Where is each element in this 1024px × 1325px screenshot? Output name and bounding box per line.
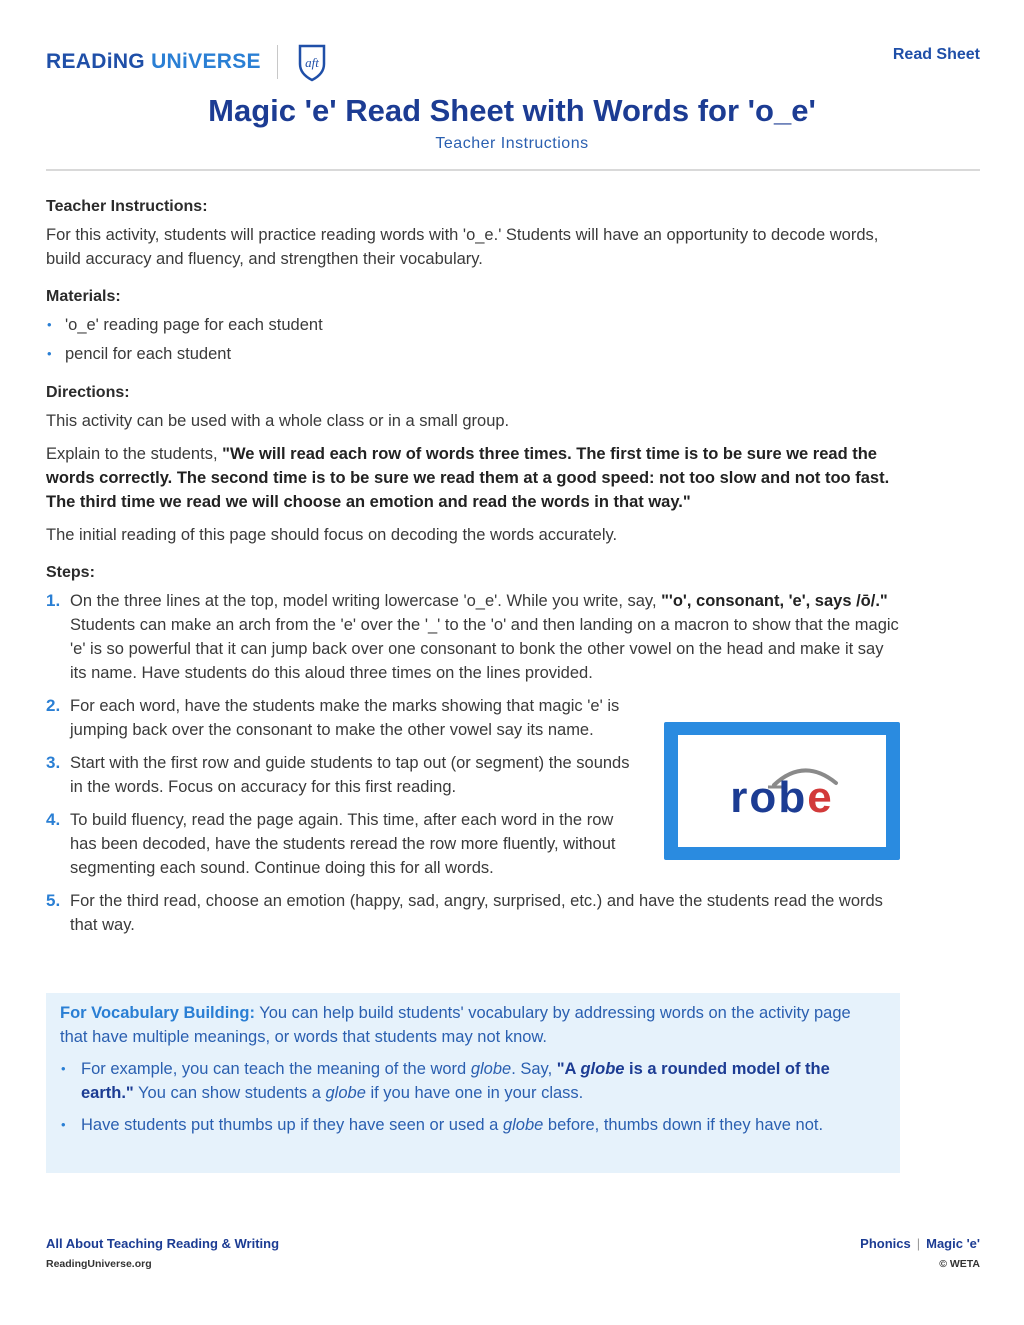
instructions-heading: Teacher Instructions: [46, 198, 208, 215]
page-subtitle: Teacher Instructions [435, 135, 589, 152]
header-divider [46, 169, 980, 171]
step-number: 3. [46, 753, 61, 772]
directions-text: This activity can be used with a whole class or in a small group. [46, 412, 510, 430]
footer-right [860, 1236, 980, 1270]
footer-title: All About Teaching Reading & Writing [46, 1236, 280, 1251]
step-item: 1. On the three lines at the top, model writing lowercase 'o_e'. While you write, say, "'o', consonant, 'e', says /ō/." Students can make an arch from the 'e' over the '_' to the 'o' and then landing on a macron to show that the magic 'e' is so powerful that it can jump back over one consonant to bonk the other vowel on the head and make it say its name. Have students do this aloud three times on the lines provided. [46, 591, 899, 682]
directions-note: The initial reading of this page should focus on decoding the words accurately. [46, 526, 618, 544]
aft-logo-icon [292, 42, 332, 82]
list-item: • pencil for each student [46, 342, 901, 366]
list-item: • For example, you can teach the meaning of the word globe. Say, "A globe is a rounded model of the earth." You can show students a globe if you have one in your class. [60, 1057, 876, 1105]
step-number: 5. [46, 891, 61, 910]
svg-text:aft: aft [304, 55, 319, 70]
materials-list [46, 313, 901, 366]
directions-explain: Explain to the students, "We will read each row of words three times. The first time is to be sure we read the words correctly. The second time is to be sure we read them at a good speed: not too slow and not too fast. The third time we read we will choose an emotion and read the words in that way." [46, 445, 890, 511]
page-header [46, 34, 980, 78]
materials-heading: Materials: [46, 288, 121, 305]
logo-divider [277, 45, 278, 79]
list-item: • Have students put thumbs up if they have seen or used a globe before, thumbs down if they have not. [60, 1113, 876, 1137]
instructions-text: For this activity, students will practice reading words with 'o_e.' Students will have an opportunity to decode words, build accuracy and fluency, and strengthen their vocabulary. [46, 226, 879, 268]
directions-heading: Directions: [46, 384, 130, 401]
footer-copyright: © WETA [939, 1258, 980, 1270]
step-number: 2. [46, 696, 61, 715]
vocab-list [60, 1057, 876, 1137]
logo-wordmark: READiNG UNiVERSE [46, 50, 261, 73]
robe-example-card [678, 735, 886, 847]
step-item: 2. For each word, have the students make the marks showing that magic 'e' is jumping back over the consonant to make the other vowel say its name. [46, 696, 620, 739]
robe-word: robe [730, 773, 834, 822]
directions-quote: "We will read each row of words three times. The first time is to be sure we read the words correctly. The second time is to be sure we read them at a good speed: not too slow and not too fast. The third time we read we will choose an emotion and read the words in that way." [46, 445, 890, 511]
list-item: • 'o_e' reading page for each student [46, 313, 901, 337]
step-item: 5. For the third read, choose an emotion (happy, sad, angry, surprised, etc.) and have the students read the words that way. [46, 891, 883, 934]
reading-universe-logo[interactable] [46, 42, 332, 82]
page-title: Magic 'e' Read Sheet with Words for 'o_e' [208, 93, 816, 128]
step-number: 4. [46, 810, 61, 829]
footer-url[interactable]: ReadingUniverse.org [46, 1258, 152, 1270]
footer-category: Phonics | Magic 'e' [860, 1236, 980, 1251]
footer-left [46, 1236, 279, 1270]
step-item: 3. Start with the first row and guide students to tap out (or segment) the sounds in the words. Focus on accuracy for this first reading. [46, 753, 630, 796]
vocab-intro: For Vocabulary Building: You can help build students' vocabulary by addressing words on the activity page that have multiple meanings, or words that students may not know. [60, 1004, 851, 1046]
vocab-lead: For Vocabulary Building: [60, 1004, 255, 1022]
step-item: 4. To build fluency, read the page again. This time, after each word in the row has been decoded, have the students reread the row more fluently, without segmenting each sound. Continue doing this for all words. [46, 810, 616, 877]
vocabulary-callout [46, 993, 900, 1173]
steps-heading: Steps: [46, 564, 95, 581]
step-number: 1. [46, 591, 61, 610]
robe-example-image [664, 722, 900, 860]
read-sheet-label: Read Sheet [892, 46, 980, 63]
